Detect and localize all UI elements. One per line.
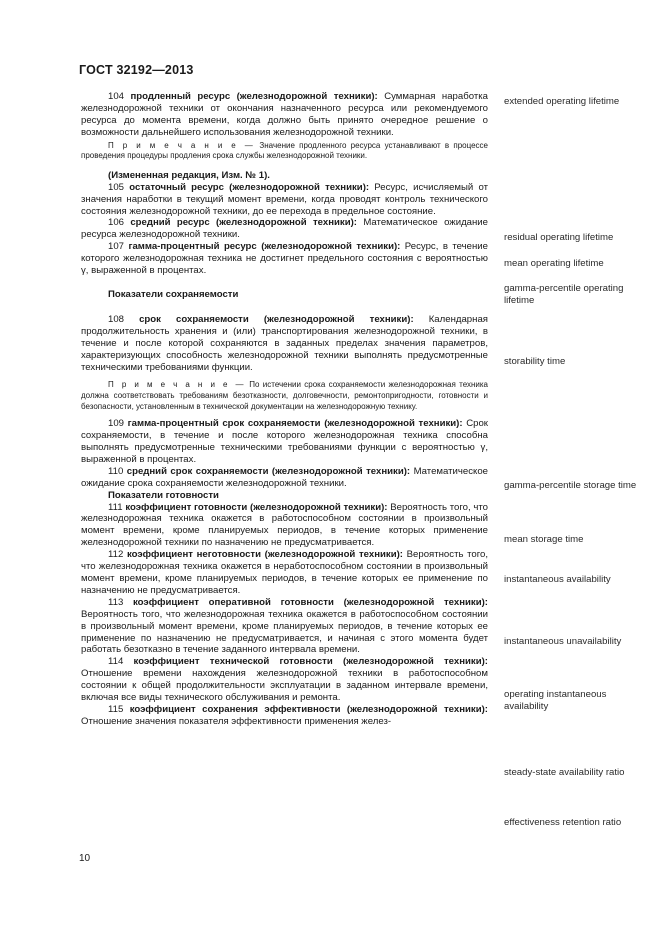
term-number: 114 xyxy=(108,656,124,668)
term: коэффициент готовности (железнодорожной техники): xyxy=(125,501,388,513)
term: коэффициент неготовности (железнодорожной техники): xyxy=(126,549,403,561)
entry-115 xyxy=(81,704,488,728)
note-text: По истечении срока сохраняемости железнодорожная техника должна соответствовать требованиям безотказности, долговечности, ремонтопригодности, готовности и безопасности, установленным в технической документации на железнодорожную технику. xyxy=(81,380,488,411)
term-number: 115 xyxy=(108,703,124,715)
section-heading-storage: Показатели сохраняемости xyxy=(108,288,239,300)
term-number: 111 xyxy=(108,501,123,513)
section-heading-readiness: Показатели готовности xyxy=(108,489,219,501)
definition: Вероятность того, что железнодорожная техника окажется в работоспособном состоянии в произвольный момент времени, кроме планируемых периодов, в течение которых ее применение по назначению не предусматривается, и начиная с этого момента будет работать безотказно в течение заданного интервала времени. xyxy=(81,608,488,656)
definition: Ресурс, исчисляемый от значения наработки в текущий момент времени, когда проводят контроль технического состояния железнодорожной техники, до ее перехода в предельное состояние. xyxy=(81,181,488,217)
term: средний ресурс (железнодорожной техники): xyxy=(130,217,358,229)
definition: Вероятность того, что железнодорожная техника окажется в работоспособном состоянии в произвольный момент времени, кроме планируемых периодов, в течение которых применение железнодорожной техники по назначению не предусматривается. xyxy=(81,501,488,549)
definition: Отношение времени нахождения железнодорожной техники в работоспособном состоянии к общей продолжительности эксплуатации в заданном интервале времени, включая все виды технического обслуживания и ремонта. xyxy=(81,668,488,704)
term: коэффициент технической готовности (железнодорожной техники): xyxy=(133,656,488,668)
term-number: 113 xyxy=(108,596,124,608)
note-108 xyxy=(81,380,488,412)
definition: Математическое ожидание ресурса железнодорожной техники. xyxy=(81,217,488,241)
english-term-109: gamma-percentile storage time xyxy=(504,480,637,491)
entry-110 xyxy=(81,466,488,490)
entry-113 xyxy=(81,597,488,657)
definition: Вероятность того, что железнодорожная техника окажется в неработоспособном состоянии в произвольный момент времени, кроме планируемых периодов, в течение которых ее применение по назначению не предусматривается. xyxy=(81,549,489,596)
amendment-note: (Измененная редакция, Изм. № 1). xyxy=(108,169,270,181)
definition: Суммарная наработка железнодорожной техники от окончания назначенного ресурса или рекомендуемого ресурса до момента времени, когда должно быть принято очередное решение о возможности дальнейшего использования железнодорожной техники. xyxy=(81,91,488,138)
english-term-105: residual operating lifetime xyxy=(504,232,614,243)
entry-105 xyxy=(81,182,488,218)
term: средний срок сохраняемости (железнодорожной техники): xyxy=(126,465,411,477)
entry-104 xyxy=(81,91,488,139)
english-term-114: steady-state availability ratio xyxy=(504,767,625,778)
term: коэффициент сохранения эффективности (железнодорожной техники): xyxy=(129,703,488,715)
english-term-104: extended operating lifetime xyxy=(504,96,620,107)
term: коэффициент оперативной готовности (железнодорожной техники): xyxy=(132,596,488,608)
term: продленный ресурс (железнодорожной техники): xyxy=(130,91,378,102)
entry-107 xyxy=(81,241,488,277)
term-number: 112 xyxy=(108,549,124,561)
entry-112 xyxy=(81,549,488,597)
definition: Срок сохраняемости, в течение и после которого железнодорожная техника способна выполнять предусмотренные техническими требованиями функции с вероятностью γ, выраженной в процентах. xyxy=(81,418,488,465)
term: остаточный ресурс (железнодорожной техники): xyxy=(129,181,370,193)
entry-111 xyxy=(81,502,488,550)
term-number: 108 xyxy=(108,313,125,325)
document-body xyxy=(81,91,488,728)
term-number: 109 xyxy=(108,418,125,430)
english-term-108: storability time xyxy=(504,356,566,367)
page-number: 10 xyxy=(79,853,91,864)
term-number: 104 xyxy=(108,91,125,102)
term-number: 106 xyxy=(108,217,125,229)
english-term-113: operating instantaneous availability xyxy=(504,689,607,712)
term: гамма-процентный срок сохраняемости (железнодорожной техники): xyxy=(127,418,463,430)
english-term-111: instantaneous availability xyxy=(504,574,611,585)
english-term-115: effectiveness retention ratio xyxy=(504,817,622,828)
definition: Календарная продолжительность хранения и (или) транспортирования железнодорожной техники, в течение и после которой сохраняются в заданных пределах значения параметров, характеризующих способность железнодорожной техники выполнять предусмотренные техническими требованиями функции. xyxy=(81,313,488,373)
page-header: ГОСТ 32192—2013 xyxy=(79,63,194,77)
note-104 xyxy=(81,141,488,162)
term-number: 105 xyxy=(108,181,125,193)
term: срок сохраняемости (железнодорожной техники): xyxy=(139,313,414,325)
entry-106 xyxy=(81,217,488,241)
entry-108 xyxy=(81,314,488,374)
term-number: 107 xyxy=(108,241,125,253)
definition: Математическое ожидание срока сохраняемости железнодорожной техники. xyxy=(81,465,489,489)
definition: Ресурс, в течение которого железнодорожная техника не достигнет предельного состояния с вероятностью γ, выраженной в процентах. xyxy=(81,241,488,277)
term: гамма-процентный ресурс (железнодорожной техники): xyxy=(128,241,401,253)
english-term-106: mean operating lifetime xyxy=(504,258,604,269)
note-label: П р и м е ч а н и е — xyxy=(108,140,256,150)
english-term-110: mean storage time xyxy=(504,534,584,545)
note-label: П р и м е ч а н и е — xyxy=(108,380,246,390)
english-term-107: gamma-percentile operating lifetime xyxy=(504,283,624,306)
definition: Отношение значения показателя эффективности применения желез- xyxy=(81,715,392,727)
entry-109 xyxy=(81,418,488,466)
term-number: 110 xyxy=(108,465,124,477)
english-term-112: instantaneous unavailability xyxy=(504,636,622,647)
note-text: Значение продленного ресурса устанавливают в процессе проведения процедуры продления срока службы железнодорожной техники. xyxy=(81,140,488,161)
entry-114 xyxy=(81,656,488,704)
